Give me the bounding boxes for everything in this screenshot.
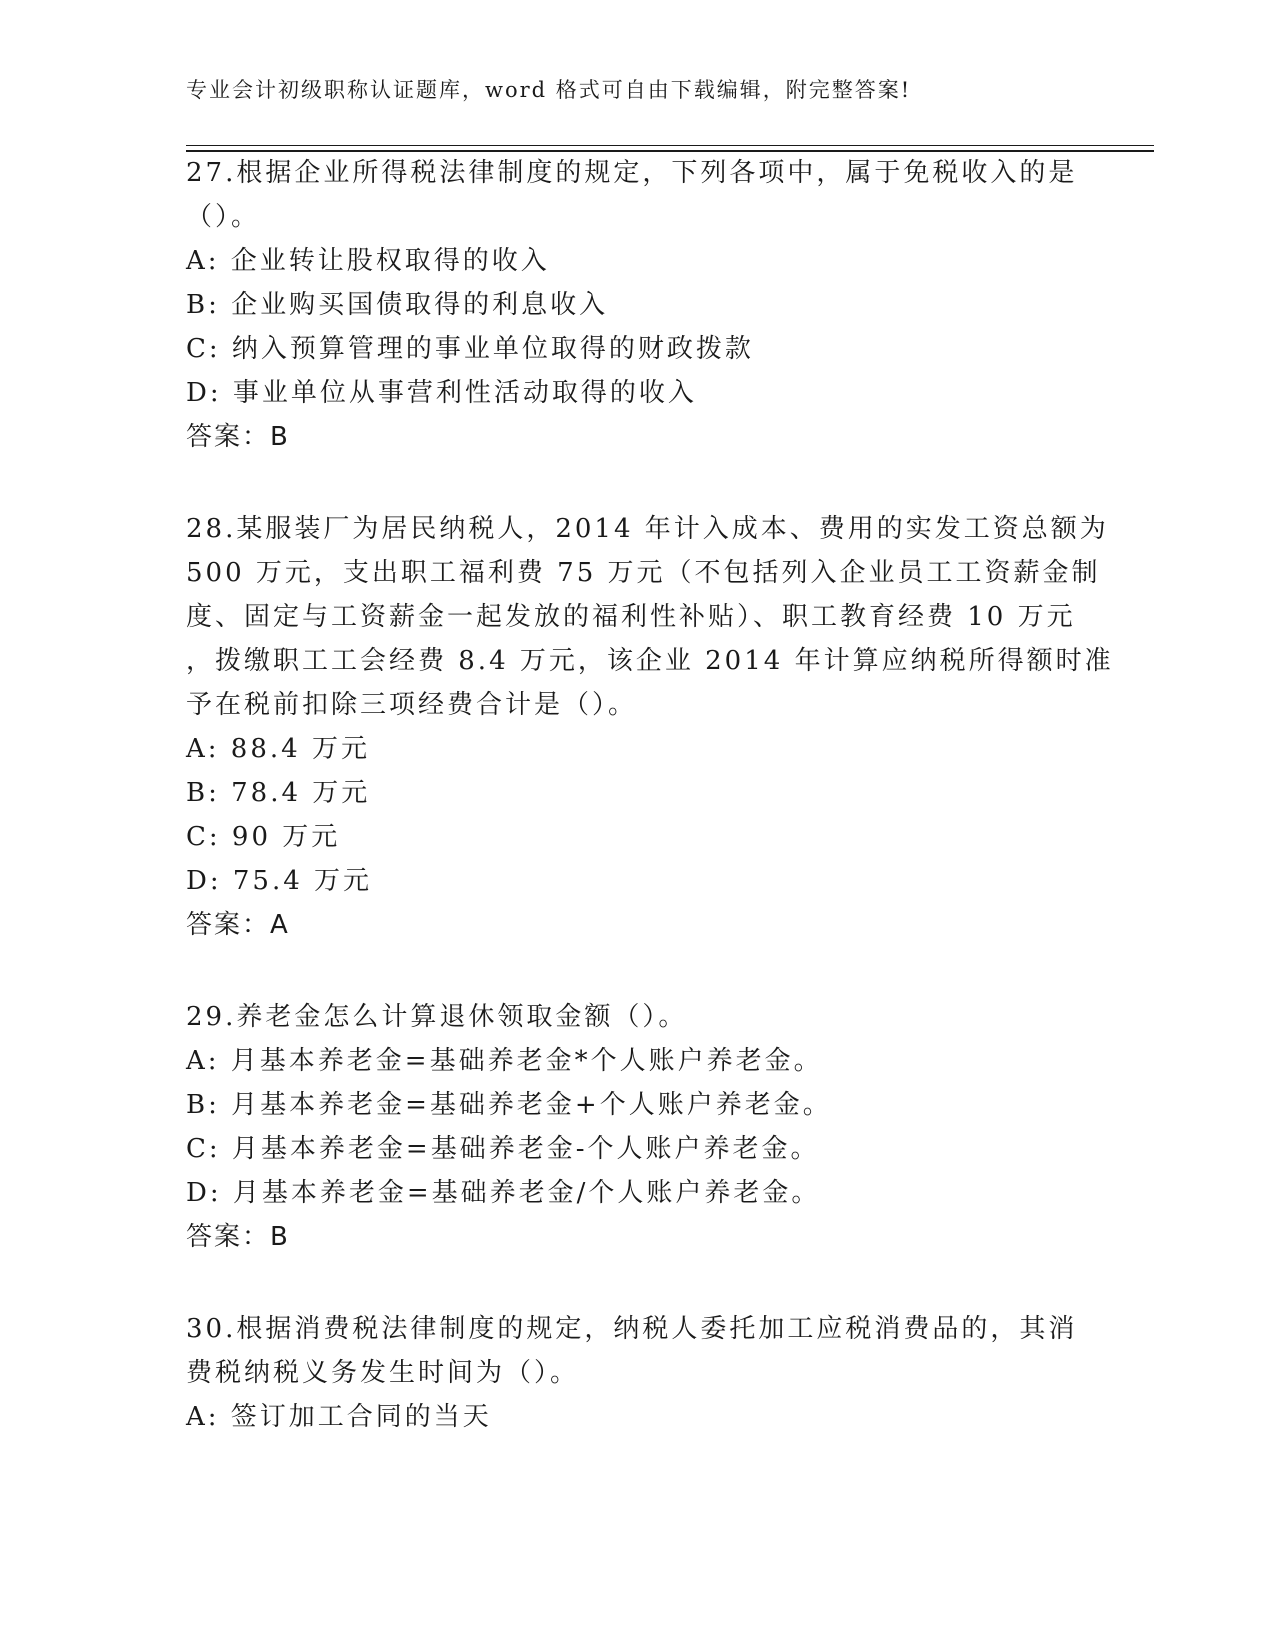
question-28-stem-line-3: 度、固定与工资薪金一起发放的福利性补贴）、职工教育经费 10 万元 — [186, 602, 1076, 632]
question-30-stem-line-2: 费税纳税义务发生时间为（）。 — [186, 1358, 580, 1388]
question-27-option-d: D: 事业单位从事营利性活动取得的收入 — [186, 378, 697, 408]
question-28-option-b: B: 78.4 万元 — [186, 778, 371, 808]
question-29-stem-line-1: 29.养老金怎么计算退休领取金额（）。 — [186, 1002, 688, 1032]
question-28-stem-line-5: 予在税前扣除三项经费合计是（）。 — [186, 690, 638, 720]
question-27-option-c: C: 纳入预算管理的事业单位取得的财政拨款 — [186, 334, 754, 364]
question-27-option-a: A: 企业转让股权取得的收入 — [186, 246, 550, 276]
header-rule-thin — [186, 145, 1154, 146]
question-30-stem-line-1: 30.根据消费税法律制度的规定，纳税人委托加工应税消费品的，其消 — [186, 1314, 1078, 1344]
question-28-option-c: C: 90 万元 — [186, 822, 341, 852]
question-28-option-a: A: 88.4 万元 — [186, 734, 370, 764]
question-29-option-a: A: 月基本养老金=基础养老金*个人账户养老金。 — [186, 1046, 823, 1076]
question-27-stem-line-1: 27.根据企业所得税法律制度的规定，下列各项中，属于免税收入的是 — [186, 158, 1078, 188]
question-28-stem-line-4: ，拨缴职工工会经费 8.4 万元，该企业 2014 年计算应纳税所得额时准 — [186, 646, 1114, 676]
question-29-option-d: D: 月基本养老金=基础养老金/个人账户养老金。 — [186, 1178, 821, 1208]
question-28-answer: 答案：A — [186, 910, 290, 940]
question-27-stem-line-2: （）。 — [186, 202, 261, 232]
header-rule-thick — [186, 150, 1154, 152]
page-header: 专业会计初级职称认证题库，word 格式可自由下载编辑，附完整答案! — [186, 78, 912, 102]
question-28-option-d: D: 75.4 万元 — [186, 866, 373, 896]
question-29-answer: 答案：B — [186, 1222, 290, 1252]
question-30-option-a: A: 签订加工合同的当天 — [186, 1402, 492, 1432]
question-29-option-c: C: 月基本养老金=基础养老金-个人账户养老金。 — [186, 1134, 820, 1164]
question-28-stem-line-1: 28.某服装厂为居民纳税人，2014 年计入成本、费用的实发工资总额为 — [186, 514, 1109, 544]
question-27-option-b: B: 企业购买国债取得的利息收入 — [186, 290, 609, 320]
question-27-answer: 答案：B — [186, 422, 290, 452]
question-29-option-b: B: 月基本养老金=基础养老金+个人账户养老金。 — [186, 1090, 832, 1120]
question-28-stem-line-2: 500 万元，支出职工福利费 75 万元（不包括列入企业员工工资薪金制 — [186, 558, 1101, 588]
